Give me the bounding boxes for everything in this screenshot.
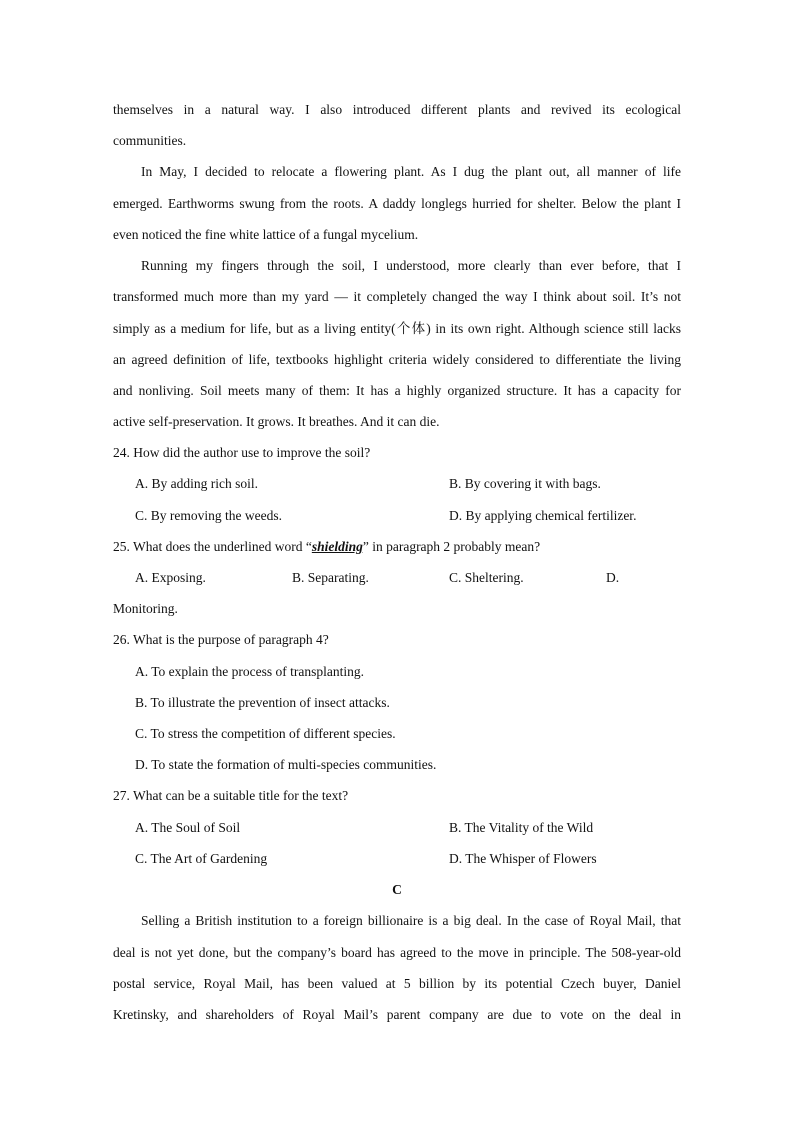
- passage-b-line: an agreed definition of life, textbooks highlight criteria widely considered to differentiate the living: [113, 352, 681, 367]
- question-24-option-b[interactable]: B. By covering it with bags.: [449, 476, 601, 491]
- passage-b-line: themselves in a natural way. I also introduced different plants and revived its ecological: [113, 102, 681, 117]
- passage-b-line: simply as a medium for life, but as a living entity(个体) in its own right. Although science still lacks: [113, 321, 681, 336]
- question-25-option-d-text[interactable]: Monitoring.: [113, 601, 178, 616]
- passage-b-line: communities.: [113, 133, 187, 148]
- passage-b-line: transformed much more than my yard — it completely changed the way I think about soil. It’s not: [113, 289, 681, 304]
- question-25-stem-post: ” in paragraph 2 probably mean?: [362, 539, 541, 554]
- question-26-option-a[interactable]: A. To explain the process of transplanting.: [135, 664, 365, 679]
- passage-c-line: Selling a British institution to a foreign billionaire is a big deal. In the case of Royal Mail, that: [141, 913, 681, 928]
- question-25-stem-pre: 25. What does the underlined word “: [113, 539, 312, 554]
- passage-b-line: active self-preservation. It grows. It breathes. And it can die.: [113, 414, 440, 429]
- question-25-option-b[interactable]: B. Separating.: [292, 570, 369, 585]
- question-27-option-a[interactable]: A. The Soul of Soil: [135, 820, 241, 835]
- question-24-option-d[interactable]: D. By applying chemical fertilizer.: [449, 508, 637, 523]
- passage-c-line: Kretinsky, and shareholders of Royal Mail’s parent company are due to vote on the deal in: [113, 1007, 681, 1022]
- passage-b-line: emerged. Earthworms swung from the roots. A daddy longlegs hurried for shelter. Below the plant I: [113, 196, 681, 211]
- passage-b-line: even noticed the fine white lattice of a fungal mycelium.: [113, 227, 419, 242]
- question-26-option-d[interactable]: D. To state the formation of multi-species communities.: [135, 757, 437, 772]
- passage-b-line: and nonliving. Soil meets many of them: It has a highly organized structure. It has a capacity for: [113, 383, 681, 398]
- question-24-option-c[interactable]: C. By removing the weeds.: [135, 508, 282, 523]
- question-26-option-b[interactable]: B. To illustrate the prevention of insect attacks.: [135, 695, 390, 710]
- question-26-option-c[interactable]: C. To stress the competition of different species.: [135, 726, 396, 741]
- question-24-option-a[interactable]: A. By adding rich soil.: [135, 476, 258, 491]
- question-25-stem: [113, 539, 681, 555]
- question-27-option-d[interactable]: D. The Whisper of Flowers: [449, 851, 597, 866]
- passage-c-heading: C: [392, 882, 402, 897]
- passage-c-line: deal is not yet done, but the company’s board has agreed to the move in principle. The 508-year-old: [113, 945, 681, 960]
- question-27-stem: 27. What can be a suitable title for the text?: [113, 788, 349, 803]
- passage-b-line: Running my fingers through the soil, I understood, more clearly than ever before, that I: [141, 258, 681, 273]
- question-27-option-c[interactable]: C. The Art of Gardening: [135, 851, 268, 866]
- passage-c-line: postal service, Royal Mail, has been valued at 5 billion by its potential Czech buyer, Daniel: [113, 976, 681, 991]
- question-25-option-c[interactable]: C. Sheltering.: [449, 570, 524, 585]
- underlined-word: shielding: [311, 539, 363, 554]
- question-24-stem: 24. How did the author use to improve the soil?: [113, 445, 371, 460]
- passage-b-line: In May, I decided to relocate a flowering plant. As I dug the plant out, all manner of life: [141, 164, 681, 179]
- question-27-option-b[interactable]: B. The Vitality of the Wild: [449, 820, 594, 835]
- question-25-option-d-letter[interactable]: D.: [606, 570, 620, 585]
- question-26-stem: 26. What is the purpose of paragraph 4?: [113, 632, 329, 647]
- question-25-option-a[interactable]: A. Exposing.: [135, 570, 206, 585]
